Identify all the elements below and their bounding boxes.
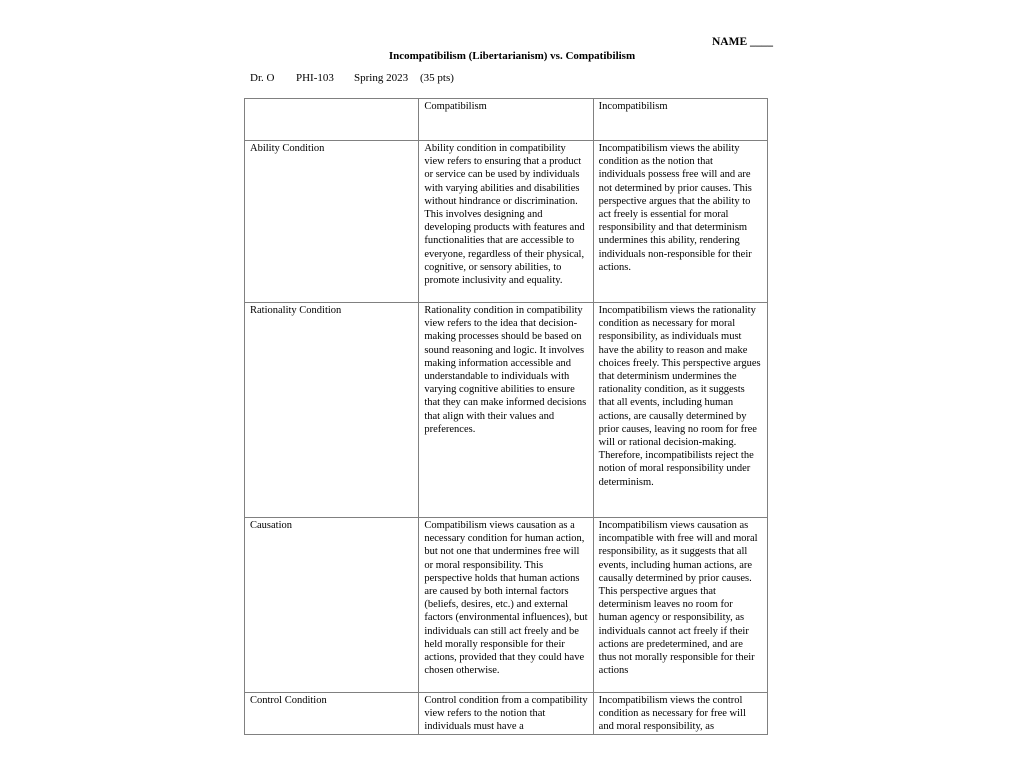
header-cell-label <box>245 99 419 141</box>
table-row <box>245 303 768 518</box>
table-row <box>245 693 768 735</box>
comparison-table <box>244 98 768 735</box>
compatibilism-cell: Ability condition in compatibility view refers to ensuring that a product or service can be used by individuals with varying abilities and disabilities without hindrance or discrimination. This involves designing and developing products with features and functionalities that are accessible to everyone, regardless of their physical, cognitive, or sensory abilities, to promote inclusivity and equality. <box>419 141 593 303</box>
header-cell-compatibilism: Compatibilism <box>419 99 593 141</box>
course-info <box>250 72 454 85</box>
incompatibilism-cell: Incompatibilism views causation as incompatible with free will and moral responsibility, as it suggests that all events, including human actions, are causally determined by prior causes. This perspective argues that determinism leaves no room for human agency or responsibility, as individuals cannot act freely if their actions are predetermined, and are thus not morally responsible for their actions <box>593 518 767 693</box>
instructor-name: Dr. O <box>250 72 275 84</box>
compatibilism-cell: Compatibilism views causation as a necessary condition for human action, but not one that undermines free will or moral responsibility. This perspective holds that human actions are caused by both internal factors (beliefs, desires, etc.) and external factors (environmental influences), but individuals can still act freely and be held morally responsible for their actions, provided that they could have chosen otherwise. <box>419 518 593 693</box>
course-code: PHI-103 <box>296 72 334 84</box>
table-row <box>245 141 768 303</box>
incompatibilism-cell: Incompatibilism views the rationality condition as necessary for moral responsibility, as individuals must have the ability to reason and make choices freely. This perspective argues that determinism undermines the rationality condition, as it suggests that all events, including human actions, are causally determined by prior causes, leaving no room for free will or rational decision-making. Therefore, incompatibilists reject the notion of moral responsibility under determinism. <box>593 303 767 518</box>
row-label: Ability Condition <box>245 141 419 303</box>
term: Spring 2023 <box>354 72 409 84</box>
compatibilism-cell: Rationality condition in compatibility view refers to the idea that decision-making processes should be based on sound reasoning and logic. It involves making information accessible and understandable to individuals with varying cognitive abilities to ensure that they can make informed decisions that align with their values and preferences. <box>419 303 593 518</box>
table-row <box>245 518 768 693</box>
page-title: Incompatibilism (Libertarianism) vs. Compatibilism <box>388 50 636 62</box>
compatibilism-cell: Control condition from a compatibility view refers to the notion that individuals must have a <box>419 693 593 735</box>
header-cell-incompatibilism: Incompatibilism <box>593 99 767 141</box>
row-label: Causation <box>245 518 419 693</box>
incompatibilism-cell: Incompatibilism views the control condition as necessary for free will and moral responsibility, as <box>593 693 767 735</box>
incompatibilism-cell: Incompatibilism views the ability condition as the notion that individuals possess free will and are not determined by prior causes. This perspective argues that the ability to act freely is essential for moral responsibility and that determinism undermines this ability, rendering individuals non-responsible for their actions. <box>593 141 767 303</box>
points: (35 pts) <box>420 72 454 84</box>
row-label: Rationality Condition <box>245 303 419 518</box>
table-header-row <box>245 99 768 141</box>
name-field-label: NAME ____ <box>712 36 774 48</box>
row-label: Control Condition <box>245 693 419 735</box>
